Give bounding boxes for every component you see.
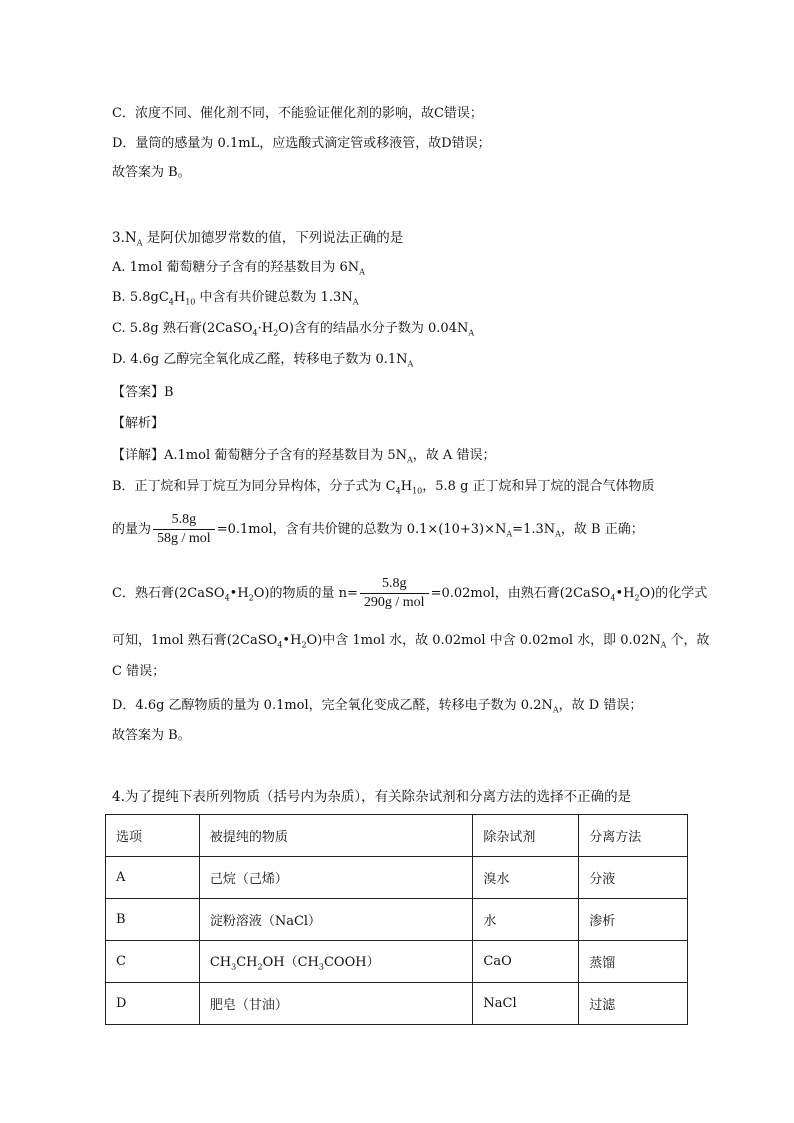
q3-analysis-tag: 【解析】 bbox=[112, 416, 165, 431]
fraction-moles-gypsum: $\frac{5.8g}{\text{290g / mol}}$ bbox=[360, 576, 429, 611]
table-row bbox=[106, 857, 688, 899]
cell-option: B bbox=[106, 899, 200, 941]
prev-line-d: D．量筒的感量为 0.1mL，应选酸式滴定管或移液管，故D错误； bbox=[112, 136, 491, 151]
q3-option-d: D. 4.6g 乙醇完全氧化成乙醛，转移电子数为 $0.1N_A$ bbox=[112, 352, 414, 369]
q3-option-a: A. 1mol 葡萄糖分子含有的羟基数目为 $6N_A$ bbox=[112, 260, 365, 277]
cell-reagent: CaO bbox=[473, 941, 579, 983]
q3-detail-d: D．4.6g 乙醇物质的量为 0.1mol，完全氧化变成乙醛，转移电子数为 $0.2N_A$，故 D 错误； bbox=[112, 698, 643, 715]
q4-stem: 4.为了提纯下表所列物质（括号内为杂质），有关除杂试剂和分离方法的选择不正确的是 bbox=[112, 789, 632, 805]
prev-answer: 故答案为 B。 bbox=[112, 165, 191, 180]
q3-stem: $3.N_A$ 是阿伏加德罗常数的值，下列说法正确的是 bbox=[112, 230, 404, 248]
cell-method: 蒸馏 bbox=[579, 941, 688, 983]
q3-option-c: C. 5.8g 熟石膏$(2CaSO_4\cdot H_2O)$含有的结晶水分子数为 $0.04N_A$ bbox=[112, 321, 475, 338]
table-header-row bbox=[106, 815, 688, 857]
cell-method: 渗析 bbox=[579, 899, 688, 941]
cell-substance: $CH_3CH_2OH(CH_3COOH)$ bbox=[199, 941, 473, 983]
cell-option: D bbox=[106, 983, 200, 1025]
q3-detail-b-line1: B．正丁烷和异丁烷互为同分异构体，分子式为 $C_4H_{10}$，5.8 g 正丁烷和异丁烷的混合气体物质 bbox=[112, 479, 655, 496]
cell-reagent: 水 bbox=[473, 899, 579, 941]
q3-final-answer: 故答案为 B。 bbox=[112, 728, 191, 743]
cell-substance: 肥皂（甘油） bbox=[199, 983, 473, 1025]
table-row bbox=[106, 899, 688, 941]
q3-detail-b-line2: 的量为 $\frac{5.8g}{\text{58g / mol}}$ =0.1mol，含有共价键的总数为 $0.1\times(10+3)\times N_A=1.3N_A$，故 B 正确； bbox=[112, 512, 644, 546]
q3-detail-c-line2: 可知，1mol 熟石膏$(2CaSO_4•H_2O)$中含 1mol 水，故 0.02mol 中含 0.02mol 水，即 $0.02N_A$ 个，故 bbox=[112, 633, 710, 650]
purification-table bbox=[105, 814, 688, 1025]
table-row bbox=[106, 941, 688, 983]
cell-reagent: 溴水 bbox=[473, 857, 579, 899]
q3-detail-c-line3: C 错误； bbox=[112, 664, 166, 679]
cell-method: 过滤 bbox=[579, 983, 688, 1025]
q3-answer-tag: 【答案】B bbox=[112, 385, 174, 400]
fraction-moles-butane: $\frac{5.8g}{\text{58g / mol}}$ bbox=[153, 512, 215, 547]
table-row bbox=[106, 983, 688, 1025]
header-reagent: 除杂试剂 bbox=[473, 815, 579, 857]
cell-substance: 己烷（己烯） bbox=[199, 857, 473, 899]
cell-substance: 淀粉溶液（NaCl） bbox=[199, 899, 473, 941]
header-substance: 被提纯的物质 bbox=[199, 815, 473, 857]
q3-option-b: B. $5.8gC_4H_{10}$ 中含有共价键总数为 $1.3N_A$ bbox=[112, 290, 359, 307]
cell-option: C bbox=[106, 941, 200, 983]
q3-detail-a: 【详解】A.1mol 葡萄糖分子含有的羟基数目为 $5N_A$，故 A 错误； bbox=[112, 448, 496, 465]
cell-reagent: NaCl bbox=[473, 983, 579, 1025]
cell-method: 分液 bbox=[579, 857, 688, 899]
header-option: 选项 bbox=[106, 815, 200, 857]
prev-line-c: C．浓度不同、催化剂不同，不能验证催化剂的影响，故C错误； bbox=[112, 106, 483, 121]
header-method: 分离方法 bbox=[579, 815, 688, 857]
q3-detail-c-line1: C．熟石膏$(2CaSO_4•H_2O)$的物质的量 n= $\frac{5.8g}{\text{290g / mol}}$ =0.02mol，由熟石膏$(2CaSO_4•H_2O)$的化学式 bbox=[112, 576, 708, 610]
cell-option: A bbox=[106, 857, 200, 899]
